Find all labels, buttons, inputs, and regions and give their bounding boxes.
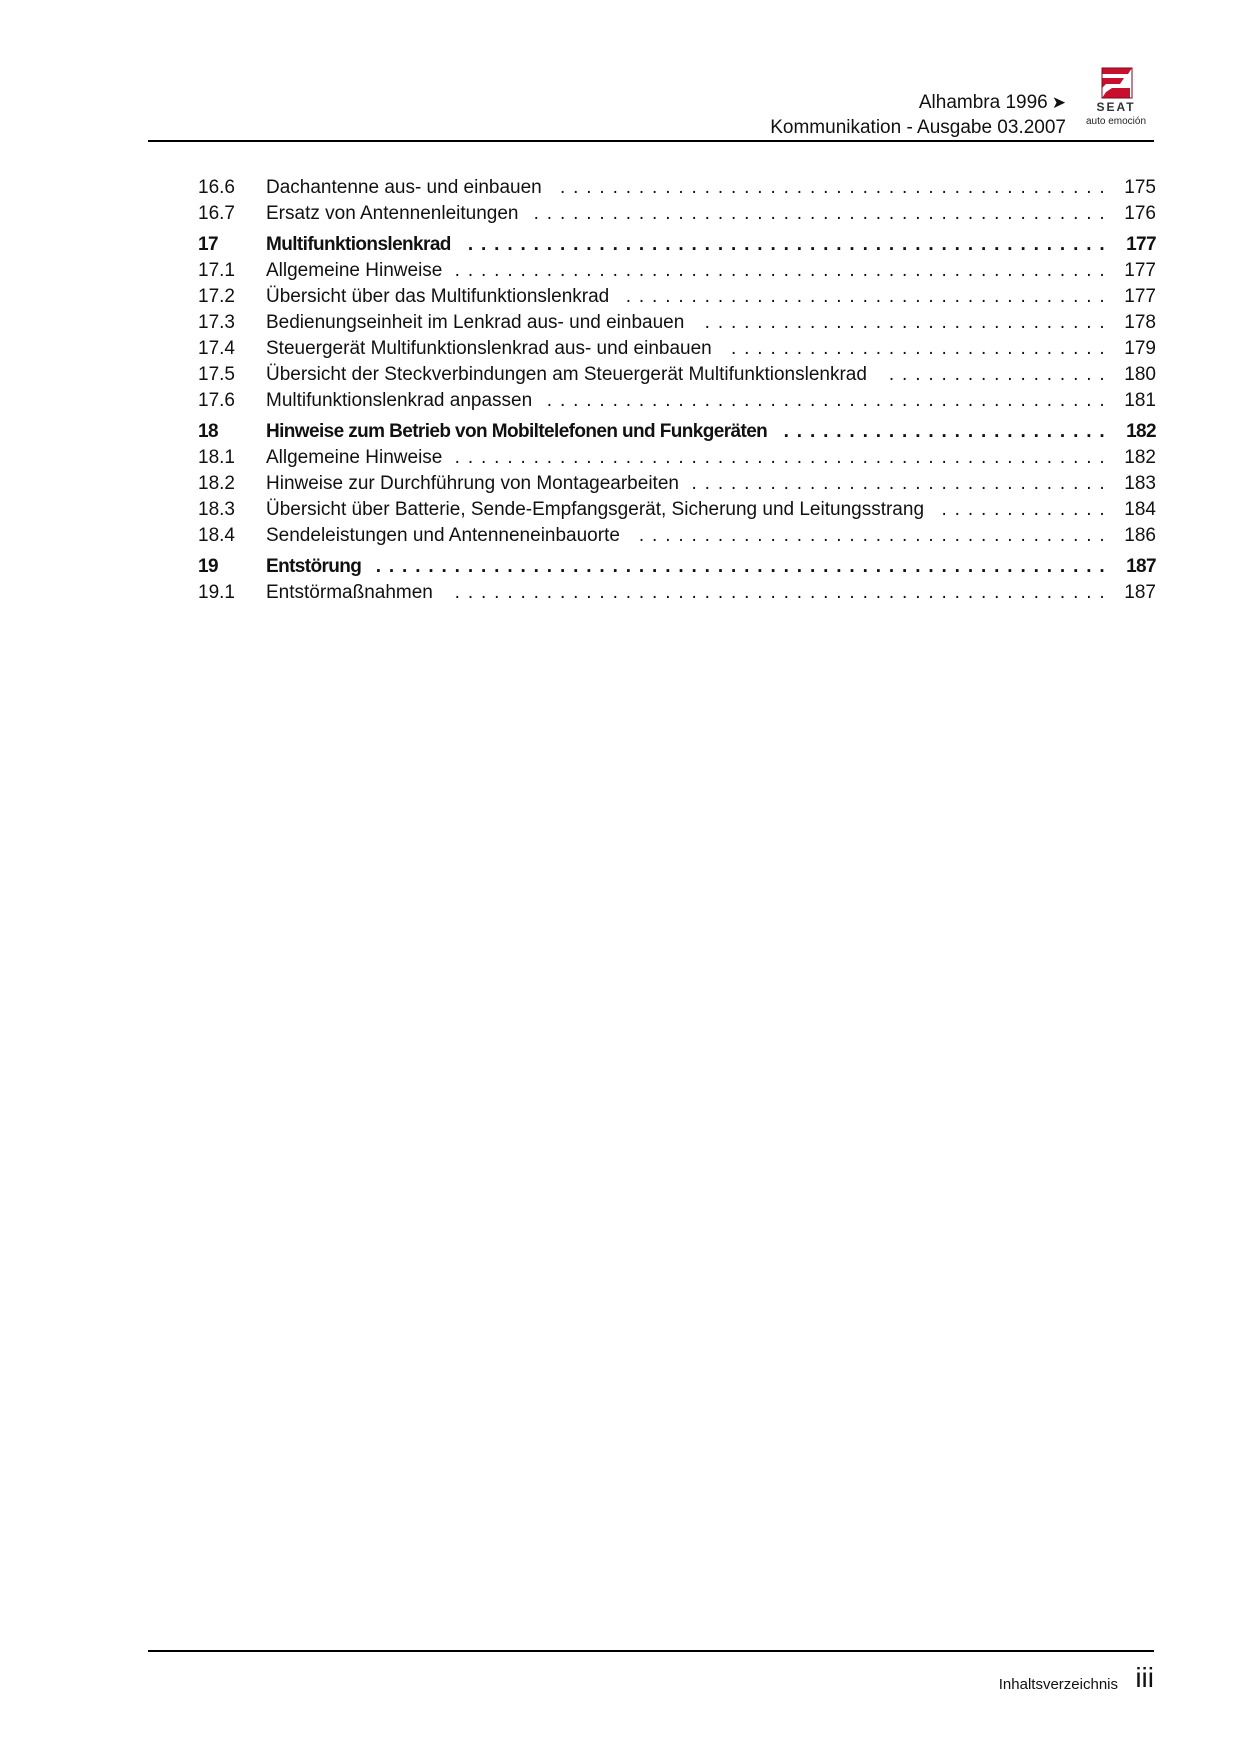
- table-of-contents: [198, 175, 1156, 606]
- toc-entry-title: Multifunktionslenkrad: [266, 234, 465, 255]
- toc-entry-page: 177: [1124, 286, 1156, 307]
- toc-entry-number: 17.4: [198, 338, 235, 359]
- toc-entry-number: 19: [198, 556, 218, 577]
- toc-chapter-entry[interactable]: [198, 232, 1156, 258]
- footer-section-label: Inhaltsverzeichnis: [998, 1676, 1118, 1693]
- toc-entry-page: 182: [1124, 447, 1156, 468]
- toc-entry-number: 17.5: [198, 364, 235, 385]
- header-model: Alhambra 1996: [918, 92, 1048, 113]
- toc-entry-title: Dachantenne aus- und einbauen: [266, 177, 556, 198]
- toc-section-entry[interactable]: [198, 175, 1156, 201]
- toc-entry-page: 182: [1126, 421, 1156, 442]
- toc-entry-leader: [266, 523, 1106, 549]
- toc-entry-leader: [266, 175, 1106, 201]
- toc-entry-number: 18.2: [198, 473, 235, 494]
- toc-entry-number: 18: [198, 421, 218, 442]
- toc-section-entry[interactable]: [198, 284, 1156, 310]
- toc-section-entry[interactable]: [198, 580, 1156, 606]
- seat-logo: [1078, 66, 1154, 132]
- toc-section-entry[interactable]: [198, 310, 1156, 336]
- toc-entry-title: Ersatz von Antennenleitungen: [266, 203, 532, 224]
- toc-section-entry[interactable]: [198, 388, 1156, 414]
- toc-section-entry[interactable]: [198, 362, 1156, 388]
- toc-entry-number: 17: [198, 234, 218, 255]
- toc-entry-title: Allgemeine Hinweise: [266, 260, 456, 281]
- toc-entry-leader: [266, 554, 1106, 580]
- toc-section-entry[interactable]: [198, 201, 1156, 227]
- toc-entry-title: Steuergerät Multifunktionslenkrad aus- und einbauen: [266, 338, 726, 359]
- toc-entry-page: 177: [1124, 260, 1156, 281]
- toc-entry-page: 177: [1126, 234, 1156, 255]
- header-model-line: [770, 90, 1066, 115]
- toc-entry-number: 18.3: [198, 499, 235, 520]
- toc-entry-page: 176: [1124, 203, 1156, 224]
- toc-entry-title: Multifunktionslenkrad anpassen: [266, 390, 546, 411]
- footer-page-number: iii: [1135, 1662, 1154, 1693]
- toc-entry-number: 18.1: [198, 447, 235, 468]
- toc-entry-title: Allgemeine Hinweise: [266, 447, 456, 468]
- toc-entry-title: Hinweise zum Betrieb von Mobiltelefonen und Funkgeräten: [266, 421, 781, 442]
- toc-entry-leader: [266, 580, 1106, 606]
- toc-section-entry[interactable]: [198, 523, 1156, 549]
- toc-entry-title: Hinweise zur Durchführung von Montagearbeiten: [266, 473, 693, 494]
- toc-entry-title: Übersicht über das Multifunktionslenkrad: [266, 286, 623, 307]
- toc-entry-number: 17.1: [198, 260, 235, 281]
- toc-entry-leader: [266, 388, 1106, 414]
- toc-entry-page: 187: [1124, 582, 1156, 603]
- toc-entry-page: 179: [1124, 338, 1156, 359]
- page-header: [148, 66, 1154, 142]
- toc-entry-leader: [266, 471, 1106, 497]
- toc-chapter-entry[interactable]: [198, 554, 1156, 580]
- toc-section-entry[interactable]: [198, 445, 1156, 471]
- toc-entry-title: Übersicht über Batterie, Sende-Empfangsgerät, Sicherung und Leitungsstrang: [266, 499, 938, 520]
- toc-entry-number: 16.6: [198, 177, 235, 198]
- arrow-right-icon: ➤: [1051, 93, 1066, 112]
- toc-entry-page: 175: [1124, 177, 1156, 198]
- seat-logo-icon: [1078, 66, 1154, 100]
- toc-entry-title: Entstörung: [266, 556, 375, 577]
- toc-entry-number: 17.3: [198, 312, 235, 333]
- toc-entry-page: 183: [1124, 473, 1156, 494]
- toc-chapter-entry[interactable]: [198, 419, 1156, 445]
- toc-section-entry[interactable]: [198, 258, 1156, 284]
- toc-entry-leader: [266, 419, 1106, 445]
- toc-entry-page: 180: [1124, 364, 1156, 385]
- toc-entry-leader: [266, 497, 1106, 523]
- toc-entry-page: 186: [1124, 525, 1156, 546]
- toc-entry-number: 17.6: [198, 390, 235, 411]
- toc-entry-title: Bedienungseinheit im Lenkrad aus- und einbauen: [266, 312, 698, 333]
- toc-entry-leader: [266, 201, 1106, 227]
- header-rule: [148, 140, 1154, 142]
- toc-entry-number: 19.1: [198, 582, 235, 603]
- toc-entry-leader: [266, 258, 1106, 284]
- toc-entry-leader: [266, 445, 1106, 471]
- footer-rule: [148, 1650, 1154, 1652]
- toc-entry-number: 17.2: [198, 286, 235, 307]
- toc-section-entry[interactable]: [198, 471, 1156, 497]
- header-text: [770, 90, 1066, 140]
- toc-section-entry[interactable]: [198, 497, 1156, 523]
- toc-entry-page: 178: [1124, 312, 1156, 333]
- toc-entry-title: Übersicht der Steckverbindungen am Steuergerät Multifunktionslenkrad: [266, 364, 881, 385]
- toc-entry-leader: [266, 284, 1106, 310]
- toc-entry-page: 184: [1124, 499, 1156, 520]
- toc-entry-page: 187: [1126, 556, 1156, 577]
- toc-entry-number: 16.7: [198, 203, 235, 224]
- toc-entry-page: 181: [1124, 390, 1156, 411]
- toc-entry-title: Sendeleistungen und Antenneneinbauorte: [266, 525, 634, 546]
- toc-entry-leader: [266, 232, 1106, 258]
- toc-entry-leader: [266, 336, 1106, 362]
- logo-brand: SEAT: [1096, 100, 1136, 114]
- toc-entry-leader: [266, 362, 1106, 388]
- logo-slogan: auto emoción: [1085, 116, 1147, 127]
- toc-entry-title: Entstörmaßnahmen: [266, 582, 447, 603]
- toc-entry-number: 18.4: [198, 525, 235, 546]
- header-subtitle: Kommunikation - Ausgabe 03.2007: [770, 117, 1066, 138]
- toc-section-entry[interactable]: [198, 336, 1156, 362]
- toc-entry-leader: [266, 310, 1106, 336]
